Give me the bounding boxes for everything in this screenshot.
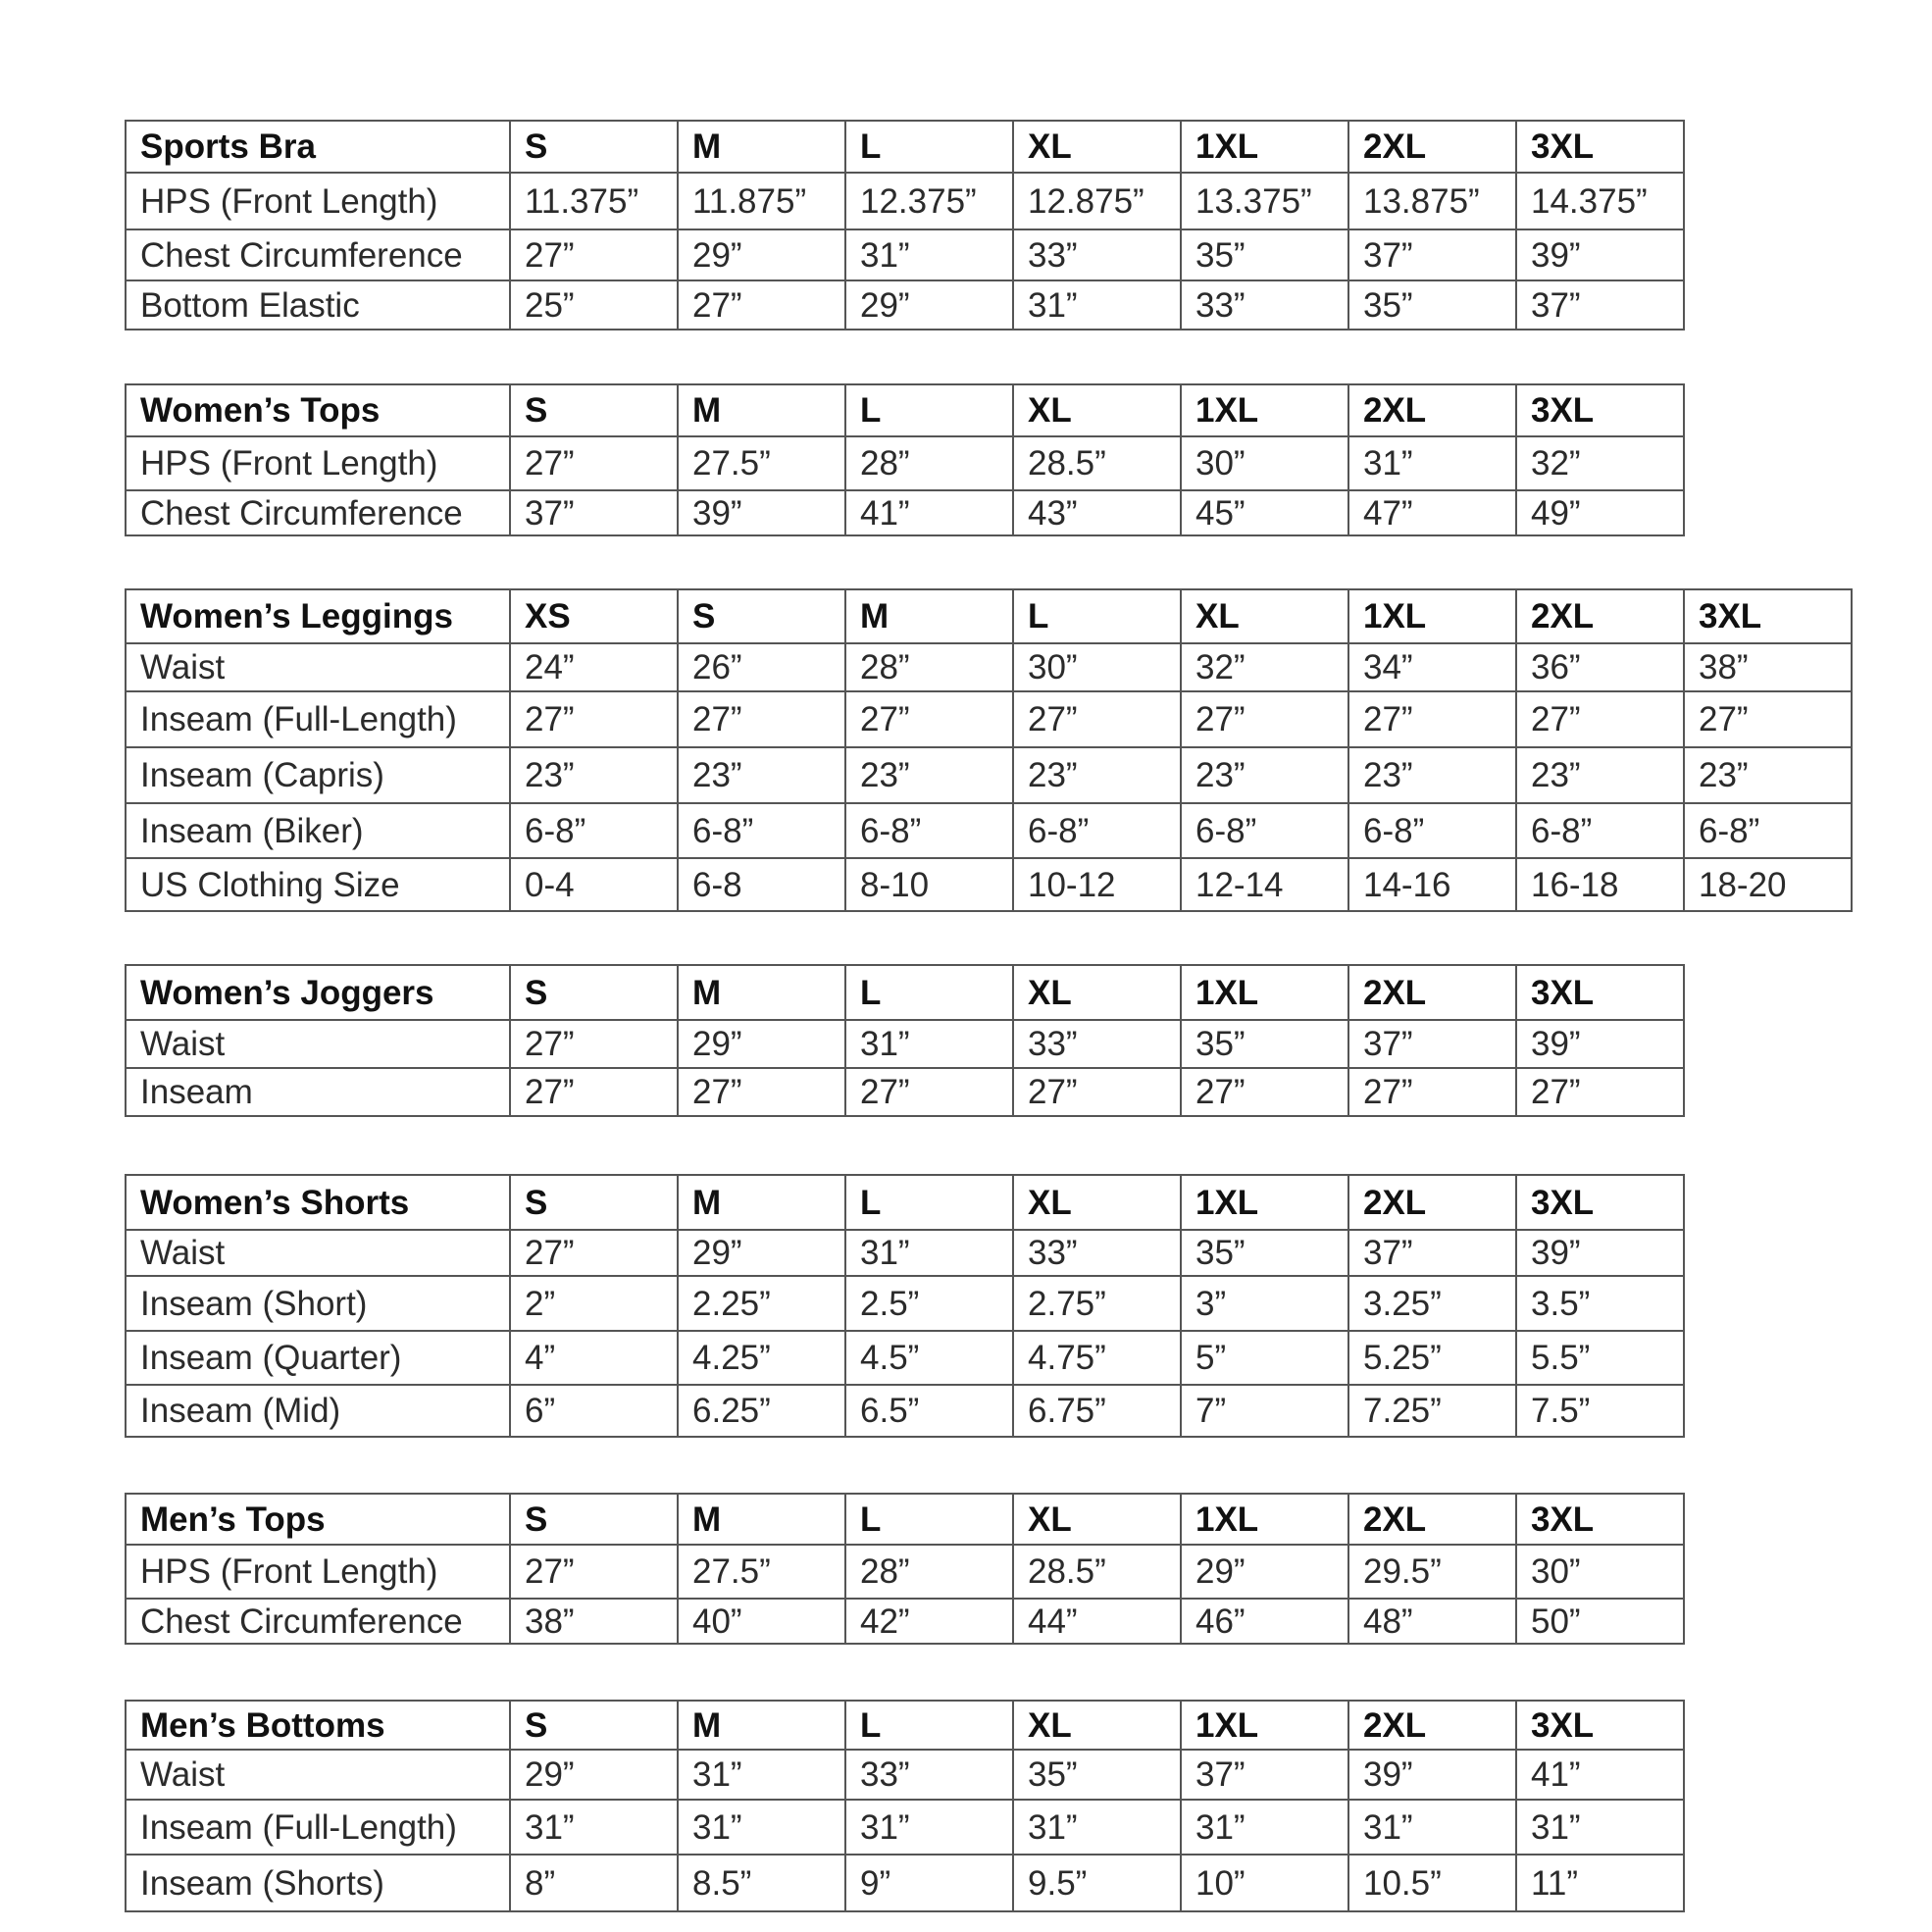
size-header: XL (1181, 589, 1348, 643)
table-title: Women’s Joggers (126, 965, 510, 1020)
measurement-cell: 27.5” (678, 436, 845, 490)
row-label: Chest Circumference (126, 229, 510, 280)
row-label: Chest Circumference (126, 1599, 510, 1644)
measurement-cell: 6-8” (1181, 803, 1348, 858)
measurement-cell: 27” (678, 280, 845, 330)
measurement-cell: 6.75” (1013, 1385, 1181, 1437)
measurement-cell: 33” (845, 1750, 1013, 1800)
measurement-cell: 33” (1013, 229, 1181, 280)
size-header: 3XL (1516, 121, 1684, 173)
row-label: Inseam (Biker) (126, 803, 510, 858)
measurement-cell: 29” (678, 1230, 845, 1276)
size-table (125, 588, 1853, 912)
measurement-cell: 42” (845, 1599, 1013, 1644)
measurement-cell: 35” (1348, 280, 1516, 330)
table-row (126, 229, 1684, 280)
table-title: Men’s Bottoms (126, 1701, 510, 1750)
size-table (125, 383, 1685, 536)
measurement-cell: 50” (1516, 1599, 1684, 1644)
measurement-cell: 37” (1516, 280, 1684, 330)
size-header: S (510, 1494, 678, 1545)
size-header: L (845, 384, 1013, 436)
measurement-cell: 27” (1516, 691, 1684, 747)
table-header-row (126, 1701, 1684, 1750)
measurement-cell: 3.5” (1516, 1276, 1684, 1331)
measurement-cell: 0-4 (510, 858, 678, 911)
measurement-cell: 37” (1348, 1230, 1516, 1276)
size-header: 2XL (1516, 589, 1684, 643)
measurement-cell: 27” (1013, 691, 1181, 747)
measurement-cell: 2” (510, 1276, 678, 1331)
size-header: 2XL (1348, 965, 1516, 1020)
table-row (126, 490, 1684, 535)
measurement-cell: 24” (510, 643, 678, 691)
measurement-cell: 29” (1181, 1545, 1348, 1599)
measurement-cell: 30” (1181, 436, 1348, 490)
measurement-cell: 28.5” (1013, 436, 1181, 490)
measurement-cell: 27” (510, 691, 678, 747)
measurement-cell: 37” (1348, 229, 1516, 280)
table-row (126, 1545, 1684, 1599)
size-header: 1XL (1181, 1175, 1348, 1230)
table-title: Women’s Shorts (126, 1175, 510, 1230)
size-header: 3XL (1516, 1494, 1684, 1545)
measurement-cell: 41” (845, 490, 1013, 535)
measurement-cell: 37” (510, 490, 678, 535)
row-label: Inseam (Full-Length) (126, 1800, 510, 1855)
measurement-cell: 23” (1013, 747, 1181, 803)
table-header-row (126, 384, 1684, 436)
row-label: Waist (126, 1230, 510, 1276)
size-header: S (510, 1175, 678, 1230)
table-header-row (126, 965, 1684, 1020)
measurement-cell: 43” (1013, 490, 1181, 535)
measurement-cell: 7.5” (1516, 1385, 1684, 1437)
size-header: M (678, 1494, 845, 1545)
measurement-cell: 12.375” (845, 173, 1013, 229)
measurement-cell: 6-8” (510, 803, 678, 858)
measurement-cell: 6-8” (678, 803, 845, 858)
measurement-cell: 31” (1013, 280, 1181, 330)
size-header: M (845, 589, 1013, 643)
size-header: 1XL (1181, 384, 1348, 436)
measurement-cell: 14-16 (1348, 858, 1516, 911)
table-row (126, 747, 1852, 803)
measurement-cell: 27” (1181, 1068, 1348, 1116)
measurement-cell: 4.75” (1013, 1331, 1181, 1385)
size-header: 2XL (1348, 1175, 1516, 1230)
measurement-cell: 5.25” (1348, 1331, 1516, 1385)
measurement-cell: 31” (845, 1230, 1013, 1276)
table-header-row (126, 589, 1852, 643)
size-header: 1XL (1181, 1701, 1348, 1750)
table-row (126, 436, 1684, 490)
measurement-cell: 10.5” (1348, 1855, 1516, 1911)
size-header: S (510, 965, 678, 1020)
measurement-cell: 38” (510, 1599, 678, 1644)
measurement-cell: 11.375” (510, 173, 678, 229)
size-header: 3XL (1516, 965, 1684, 1020)
measurement-cell: 6.25” (678, 1385, 845, 1437)
measurement-cell: 7.25” (1348, 1385, 1516, 1437)
measurement-cell: 4” (510, 1331, 678, 1385)
size-header: 1XL (1181, 965, 1348, 1020)
size-header: S (510, 1701, 678, 1750)
size-header: S (678, 589, 845, 643)
measurement-cell: 30” (1013, 643, 1181, 691)
measurement-cell: 27” (510, 436, 678, 490)
table-row (126, 643, 1852, 691)
measurement-cell: 27” (1516, 1068, 1684, 1116)
measurement-cell: 28” (845, 643, 1013, 691)
size-table (125, 1700, 1685, 1912)
size-header: 3XL (1516, 1701, 1684, 1750)
measurement-cell: 9” (845, 1855, 1013, 1911)
measurement-cell: 6.5” (845, 1385, 1013, 1437)
row-label: Chest Circumference (126, 490, 510, 535)
measurement-cell: 29.5” (1348, 1545, 1516, 1599)
measurement-cell: 3.25” (1348, 1276, 1516, 1331)
size-table (125, 1493, 1685, 1645)
measurement-cell: 27.5” (678, 1545, 845, 1599)
table-header-row (126, 121, 1684, 173)
table-row (126, 1331, 1684, 1385)
measurement-cell: 37” (1181, 1750, 1348, 1800)
measurement-cell: 31” (1516, 1800, 1684, 1855)
size-header: XL (1013, 1701, 1181, 1750)
measurement-cell: 34” (1348, 643, 1516, 691)
measurement-cell: 39” (678, 490, 845, 535)
measurement-cell: 33” (1013, 1230, 1181, 1276)
measurement-cell: 35” (1181, 1230, 1348, 1276)
measurement-cell: 28.5” (1013, 1545, 1181, 1599)
measurement-cell: 33” (1181, 280, 1348, 330)
measurement-cell: 6-8” (1516, 803, 1684, 858)
measurement-cell: 7” (1181, 1385, 1348, 1437)
measurement-cell: 27” (678, 691, 845, 747)
measurement-cell: 31” (1013, 1800, 1181, 1855)
measurement-cell: 27” (1348, 691, 1516, 747)
measurement-cell: 27” (1684, 691, 1852, 747)
measurement-cell: 32” (1516, 436, 1684, 490)
row-label: Waist (126, 643, 510, 691)
measurement-cell: 11” (1516, 1855, 1684, 1911)
measurement-cell: 5.5” (1516, 1331, 1684, 1385)
measurement-cell: 10-12 (1013, 858, 1181, 911)
table-title: Women’s Leggings (126, 589, 510, 643)
measurement-cell: 6-8 (678, 858, 845, 911)
measurement-cell: 35” (1013, 1750, 1181, 1800)
size-table (125, 1174, 1685, 1438)
measurement-cell: 31” (510, 1800, 678, 1855)
measurement-cell: 31” (1348, 1800, 1516, 1855)
table-header-row (126, 1494, 1684, 1545)
size-header: 3XL (1516, 384, 1684, 436)
size-header: M (678, 121, 845, 173)
table-row (126, 1276, 1684, 1331)
table-row (126, 691, 1852, 747)
measurement-cell: 2.5” (845, 1276, 1013, 1331)
size-header: 1XL (1181, 1494, 1348, 1545)
size-header: 1XL (1181, 121, 1348, 173)
measurement-cell: 8.5” (678, 1855, 845, 1911)
measurement-cell: 8-10 (845, 858, 1013, 911)
measurement-cell: 36” (1516, 643, 1684, 691)
size-table (125, 964, 1685, 1117)
table-row (126, 1020, 1684, 1068)
measurement-cell: 27” (510, 1230, 678, 1276)
table-row (126, 280, 1684, 330)
table-title: Sports Bra (126, 121, 510, 173)
measurement-cell: 13.875” (1348, 173, 1516, 229)
measurement-cell: 29” (845, 280, 1013, 330)
size-header: 1XL (1348, 589, 1516, 643)
row-label: Inseam (Mid) (126, 1385, 510, 1437)
measurement-cell: 38” (1684, 643, 1852, 691)
size-header: 3XL (1516, 1175, 1684, 1230)
measurement-cell: 25” (510, 280, 678, 330)
measurement-cell: 39” (1516, 229, 1684, 280)
measurement-cell: 30” (1516, 1545, 1684, 1599)
size-header: XL (1013, 121, 1181, 173)
measurement-cell: 31” (845, 229, 1013, 280)
measurement-cell: 16-18 (1516, 858, 1684, 911)
table-row (126, 173, 1684, 229)
table-row (126, 858, 1852, 911)
size-header: S (510, 384, 678, 436)
measurement-cell: 27” (678, 1068, 845, 1116)
measurement-cell: 23” (1516, 747, 1684, 803)
size-header: 2XL (1348, 1701, 1516, 1750)
row-label: Waist (126, 1750, 510, 1800)
size-header: L (845, 1701, 1013, 1750)
measurement-cell: 27” (510, 1068, 678, 1116)
size-header: XL (1013, 1175, 1181, 1230)
size-header: XL (1013, 384, 1181, 436)
row-label: Waist (126, 1020, 510, 1068)
row-label: Bottom Elastic (126, 280, 510, 330)
measurement-cell: 4.5” (845, 1331, 1013, 1385)
row-label: HPS (Front Length) (126, 436, 510, 490)
table-row (126, 1068, 1684, 1116)
size-header: L (1013, 589, 1181, 643)
measurement-cell: 2.75” (1013, 1276, 1181, 1331)
measurement-cell: 32” (1181, 643, 1348, 691)
measurement-cell: 47” (1348, 490, 1516, 535)
measurement-cell: 23” (1684, 747, 1852, 803)
table-header-row (126, 1175, 1684, 1230)
measurement-cell: 46” (1181, 1599, 1348, 1644)
measurement-cell: 27” (510, 229, 678, 280)
measurement-cell: 14.375” (1516, 173, 1684, 229)
measurement-cell: 12-14 (1181, 858, 1348, 911)
size-header: L (845, 965, 1013, 1020)
size-header: M (678, 1701, 845, 1750)
measurement-cell: 8” (510, 1855, 678, 1911)
size-header: L (845, 121, 1013, 173)
measurement-cell: 23” (845, 747, 1013, 803)
row-label: HPS (Front Length) (126, 173, 510, 229)
measurement-cell: 27” (1181, 691, 1348, 747)
measurement-cell: 39” (1348, 1750, 1516, 1800)
size-header: S (510, 121, 678, 173)
size-header: M (678, 384, 845, 436)
measurement-cell: 27” (845, 691, 1013, 747)
measurement-cell: 6-8” (1013, 803, 1181, 858)
table-title: Women’s Tops (126, 384, 510, 436)
measurement-cell: 5” (1181, 1331, 1348, 1385)
measurement-cell: 37” (1348, 1020, 1516, 1068)
table-row (126, 1385, 1684, 1437)
measurement-cell: 39” (1516, 1230, 1684, 1276)
measurement-cell: 6-8” (845, 803, 1013, 858)
row-label: Inseam (Shorts) (126, 1855, 510, 1911)
measurement-cell: 29” (510, 1750, 678, 1800)
measurement-cell: 31” (1181, 1800, 1348, 1855)
measurement-cell: 35” (1181, 229, 1348, 280)
measurement-cell: 27” (845, 1068, 1013, 1116)
measurement-cell: 31” (845, 1800, 1013, 1855)
measurement-cell: 13.375” (1181, 173, 1348, 229)
measurement-cell: 26” (678, 643, 845, 691)
measurement-cell: 33” (1013, 1020, 1181, 1068)
measurement-cell: 27” (1013, 1068, 1181, 1116)
row-label: US Clothing Size (126, 858, 510, 911)
measurement-cell: 31” (678, 1750, 845, 1800)
measurement-cell: 6” (510, 1385, 678, 1437)
row-label: Inseam (Capris) (126, 747, 510, 803)
measurement-cell: 41” (1516, 1750, 1684, 1800)
measurement-cell: 27” (510, 1545, 678, 1599)
table-row (126, 803, 1852, 858)
measurement-cell: 23” (1181, 747, 1348, 803)
measurement-cell: 39” (1516, 1020, 1684, 1068)
table-title: Men’s Tops (126, 1494, 510, 1545)
measurement-cell: 23” (678, 747, 845, 803)
measurement-cell: 18-20 (1684, 858, 1852, 911)
measurement-cell: 2.25” (678, 1276, 845, 1331)
measurement-cell: 6-8” (1684, 803, 1852, 858)
size-header: 2XL (1348, 384, 1516, 436)
table-row (126, 1750, 1684, 1800)
measurement-cell: 31” (678, 1800, 845, 1855)
measurement-cell: 29” (678, 229, 845, 280)
table-row (126, 1599, 1684, 1644)
size-header: 3XL (1684, 589, 1852, 643)
table-row (126, 1230, 1684, 1276)
row-label: Inseam (Full-Length) (126, 691, 510, 747)
table-row (126, 1800, 1684, 1855)
size-header: XL (1013, 965, 1181, 1020)
measurement-cell: 4.25” (678, 1331, 845, 1385)
measurement-cell: 27” (510, 1020, 678, 1068)
measurement-cell: 23” (1348, 747, 1516, 803)
size-header: 2XL (1348, 1494, 1516, 1545)
measurement-cell: 11.875” (678, 173, 845, 229)
measurement-cell: 31” (845, 1020, 1013, 1068)
measurement-cell: 23” (510, 747, 678, 803)
size-header: XL (1013, 1494, 1181, 1545)
measurement-cell: 9.5” (1013, 1855, 1181, 1911)
measurement-cell: 40” (678, 1599, 845, 1644)
size-header: M (678, 1175, 845, 1230)
measurement-cell: 35” (1181, 1020, 1348, 1068)
measurement-cell: 28” (845, 436, 1013, 490)
measurement-cell: 3” (1181, 1276, 1348, 1331)
row-label: Inseam (126, 1068, 510, 1116)
size-header: M (678, 965, 845, 1020)
row-label: Inseam (Short) (126, 1276, 510, 1331)
size-table (125, 120, 1685, 330)
table-row (126, 1855, 1684, 1911)
size-header: L (845, 1175, 1013, 1230)
measurement-cell: 28” (845, 1545, 1013, 1599)
row-label: Inseam (Quarter) (126, 1331, 510, 1385)
measurement-cell: 44” (1013, 1599, 1181, 1644)
row-label: HPS (Front Length) (126, 1545, 510, 1599)
size-header: L (845, 1494, 1013, 1545)
size-header: XS (510, 589, 678, 643)
measurement-cell: 12.875” (1013, 173, 1181, 229)
measurement-cell: 29” (678, 1020, 845, 1068)
measurement-cell: 27” (1348, 1068, 1516, 1116)
measurement-cell: 6-8” (1348, 803, 1516, 858)
measurement-cell: 45” (1181, 490, 1348, 535)
measurement-cell: 10” (1181, 1855, 1348, 1911)
size-header: 2XL (1348, 121, 1516, 173)
measurement-cell: 48” (1348, 1599, 1516, 1644)
measurement-cell: 49” (1516, 490, 1684, 535)
measurement-cell: 31” (1348, 436, 1516, 490)
